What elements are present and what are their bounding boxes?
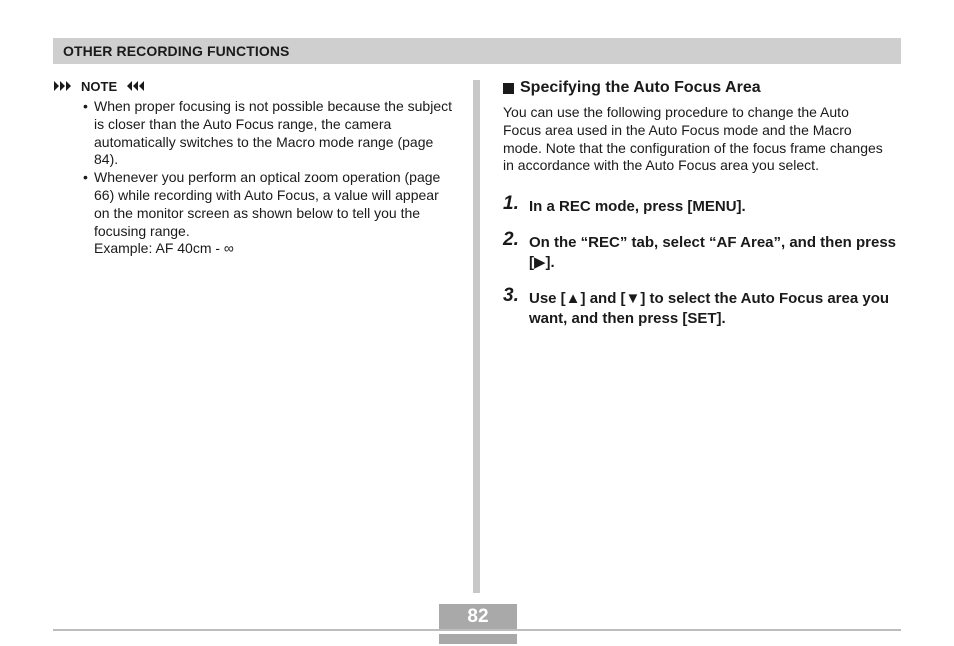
step-number: 2. (503, 229, 519, 251)
note-item-text: Whenever you perform an optical zoom operation (page 66) while recording with Auto Focus, a value will appear on the monitor screen as shown below to tell you the focusing range. (94, 169, 441, 239)
step-number: 1. (503, 193, 519, 215)
section-heading (503, 77, 903, 99)
page-number: 82 (467, 606, 489, 627)
note-item (53, 98, 453, 169)
bullet-icon: • (83, 169, 88, 186)
note-heading (53, 76, 453, 96)
header-title: OTHER RECORDING FUNCTIONS (63, 43, 290, 59)
square-bullet-icon (503, 83, 514, 94)
note-marker-right-icon (123, 80, 145, 92)
note-item-text: When proper focusing is not possible because the subject is closer than the Auto Focus range, the camera automatically switches to the Macro mode range (page 84). (94, 98, 452, 168)
step-text: In a REC mode, press [MENU]. (529, 198, 746, 216)
note-label: NOTE (81, 78, 118, 94)
step-list (503, 193, 903, 329)
note-example: Example: AF 40cm - ∞ (94, 240, 234, 257)
page-number-box (439, 604, 517, 644)
page-number-base (439, 634, 517, 644)
step-item (503, 193, 903, 217)
bullet-icon: • (83, 98, 88, 114)
step-text: On the “REC” tab, select “AF Area”, and then press [▶]. (529, 234, 897, 272)
step-item (503, 229, 903, 273)
note-item (53, 169, 453, 258)
section-column (503, 77, 903, 345)
step-item (503, 285, 903, 329)
note-list (53, 98, 453, 258)
step-number: 3. (503, 285, 519, 307)
note-column (53, 76, 453, 258)
page-header (53, 38, 901, 64)
section-title: Specifying the Auto Focus Area (520, 79, 761, 96)
column-divider (473, 80, 480, 593)
step-text: Use [▲] and [▼] to select the Auto Focus area you want, and then press [SET]. (529, 290, 890, 328)
note-marker-left-icon (53, 80, 75, 92)
section-intro: You can use the following procedure to change the Auto Focus area used in the Auto Focus mode and the Macro mode. Note that the configuration of the focus frame changes in accordance with the Auto Focus area you select. (503, 104, 883, 174)
